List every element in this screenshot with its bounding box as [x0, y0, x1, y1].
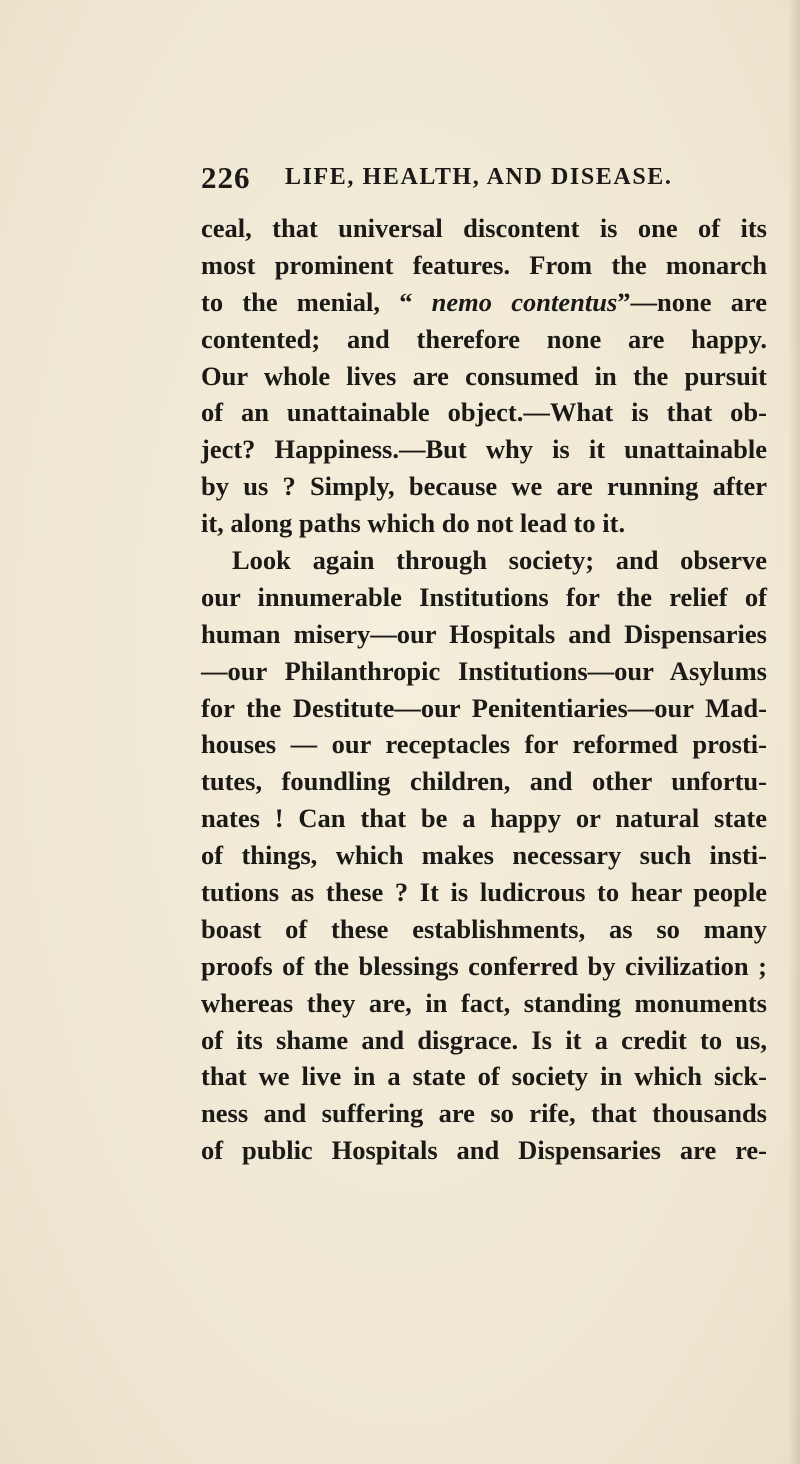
- text-line: nates ! Can that be a happy or natural state: [201, 803, 767, 834]
- text-line: our innumerable Institutions for the relief of: [201, 581, 767, 612]
- text-line: tutes, foundling children, and other unfortu-: [201, 766, 767, 797]
- text-line: contented; and therefore none are happy.: [201, 323, 767, 354]
- text-line: ject? Happiness.—But why is it unattainable: [201, 434, 767, 465]
- text-line: by us ? Simply, because we are running after: [201, 471, 767, 502]
- text-line: most prominent features. From the monarch: [201, 249, 767, 280]
- text-line: of things, which makes necessary such insti-: [201, 840, 767, 871]
- text-line: Our whole lives are consumed in the pursuit: [201, 360, 767, 391]
- text-line: of an unattainable object.—What is that ob-: [201, 397, 767, 428]
- text-line: of its shame and disgrace. Is it a credit to us,: [201, 1024, 767, 1055]
- text-line: of public Hospitals and Dispensaries are re-: [201, 1135, 767, 1166]
- text-line: proofs of the blessings conferred by civilization ;: [201, 950, 767, 981]
- text-line: —our Philanthropic Institutions—our Asylums: [201, 655, 767, 686]
- text-line: to the menial, “ nemo contentus”—none are: [201, 286, 768, 317]
- body-text: [201, 210, 767, 1169]
- text-line: it, along paths which do not lead to it.: [201, 508, 626, 539]
- text-line: ceal, that universal discontent is one of its: [201, 213, 767, 243]
- text-line: houses — our receptacles for reformed prosti-: [201, 729, 767, 760]
- text-line: human misery—our Hospitals and Dispensaries: [201, 618, 767, 649]
- text-line: for the Destitute—our Penitentiaries—our Mad-: [201, 692, 767, 723]
- text-line: that we live in a state of society in which sick-: [201, 1061, 767, 1092]
- page-edge-shadow: [788, 0, 800, 1464]
- text-line: whereas they are, in fact, standing monuments: [201, 987, 767, 1018]
- text-line: boast of these establishments, as so many: [201, 913, 767, 944]
- text-line: tutions as these ? It is ludicrous to hear people: [201, 877, 767, 908]
- text-line: Look again through society; and observe: [232, 545, 767, 576]
- page-header: [201, 160, 761, 200]
- page-number: 226: [201, 160, 251, 195]
- text-line: ness and suffering are so rife, that thousands: [201, 1098, 767, 1129]
- running-head: LIFE, HEALTH, AND DISEASE.: [285, 164, 673, 190]
